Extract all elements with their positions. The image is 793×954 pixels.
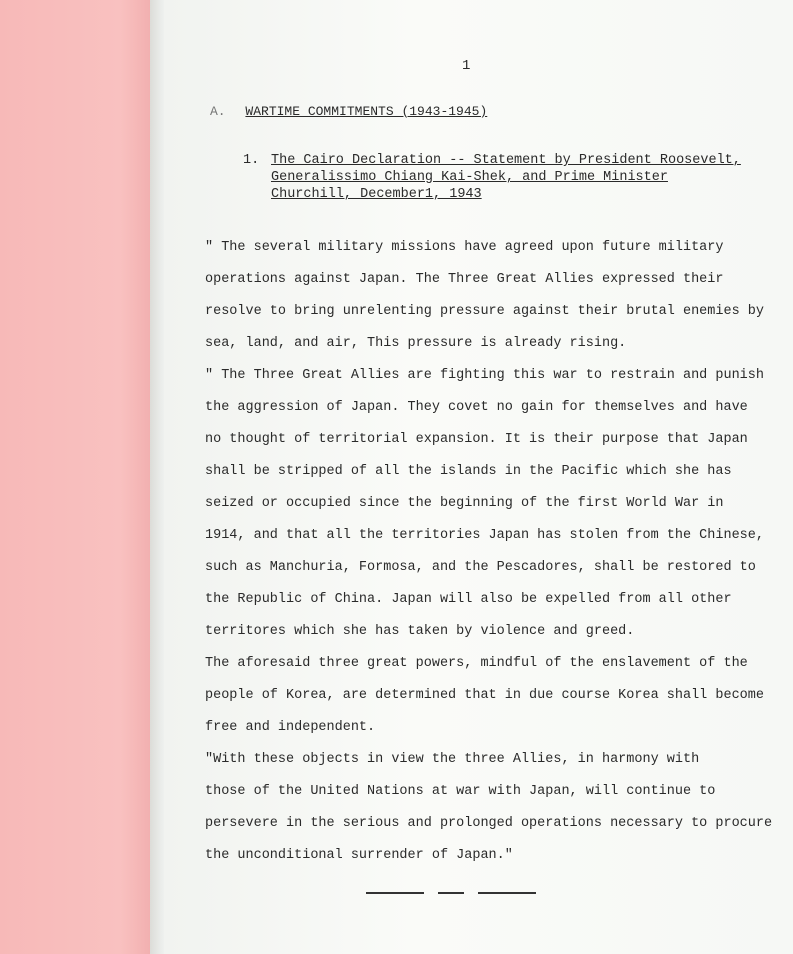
page-edge-shadow	[150, 0, 164, 954]
body-line: people of Korea, are determined that in due course Korea shall become	[205, 688, 764, 703]
body-line: seized or occupied since the beginning of the first World War in	[205, 496, 724, 511]
declaration-body	[205, 232, 790, 872]
subsection-number: 1.	[243, 153, 260, 168]
body-line: no thought of territorial expansion. It is their purpose that Japan	[205, 432, 748, 447]
body-line: " The Three Great Allies are fighting this war to restrain and punish	[205, 368, 764, 383]
section-heading	[210, 104, 487, 119]
body-line: resolve to bring unrelenting pressure against their brutal enemies by	[205, 304, 764, 319]
end-rule	[478, 892, 536, 894]
end-rule	[438, 892, 464, 894]
body-line: 1914, and that all the territories Japan has stolen from the Chinese,	[205, 528, 764, 543]
body-line: such as Manchuria, Formosa, and the Pescadores, shall be restored to	[205, 560, 756, 575]
body-line: sea, land, and air, This pressure is already rising.	[205, 336, 627, 351]
body-line: operations against Japan. The Three Great Allies expressed their	[205, 272, 724, 287]
page-number: 1	[462, 58, 471, 74]
body-line: " The several military missions have agreed upon future military	[205, 240, 724, 255]
body-line: the unconditional surrender of Japan."	[205, 848, 513, 863]
body-line: free and independent.	[205, 720, 376, 735]
body-line: shall be stripped of all the islands in the Pacific which she has	[205, 464, 732, 479]
body-line: the Republic of China. Japan will also be expelled from all other	[205, 592, 732, 607]
body-line: The aforesaid three great powers, mindful of the enslavement of the	[205, 656, 748, 671]
body-line: "With these objects in view the three Allies, in harmony with	[205, 752, 700, 767]
subsection-title-line: The Cairo Declaration -- Statement by President Roosevelt,	[271, 153, 741, 168]
body-line: persevere in the serious and prolonged operations necessary to procure	[205, 816, 773, 831]
section-letter: A.	[210, 104, 226, 119]
subsection-title-line: Churchill, December1, 1943	[271, 187, 482, 202]
subsection-title	[271, 152, 741, 203]
subsection-title-line: Generalissimo Chiang Kai-Shek, and Prime Minister	[271, 170, 668, 185]
body-line: those of the United Nations at war with Japan, will continue to	[205, 784, 716, 799]
body-line: territores which she has taken by violence and greed.	[205, 624, 635, 639]
body-line: the aggression of Japan. They covet no gain for themselves and have	[205, 400, 748, 415]
end-rule	[366, 892, 424, 894]
pink-binder-strip	[0, 0, 150, 954]
section-title: WARTIME COMMITMENTS (1943-1945)	[245, 104, 488, 119]
